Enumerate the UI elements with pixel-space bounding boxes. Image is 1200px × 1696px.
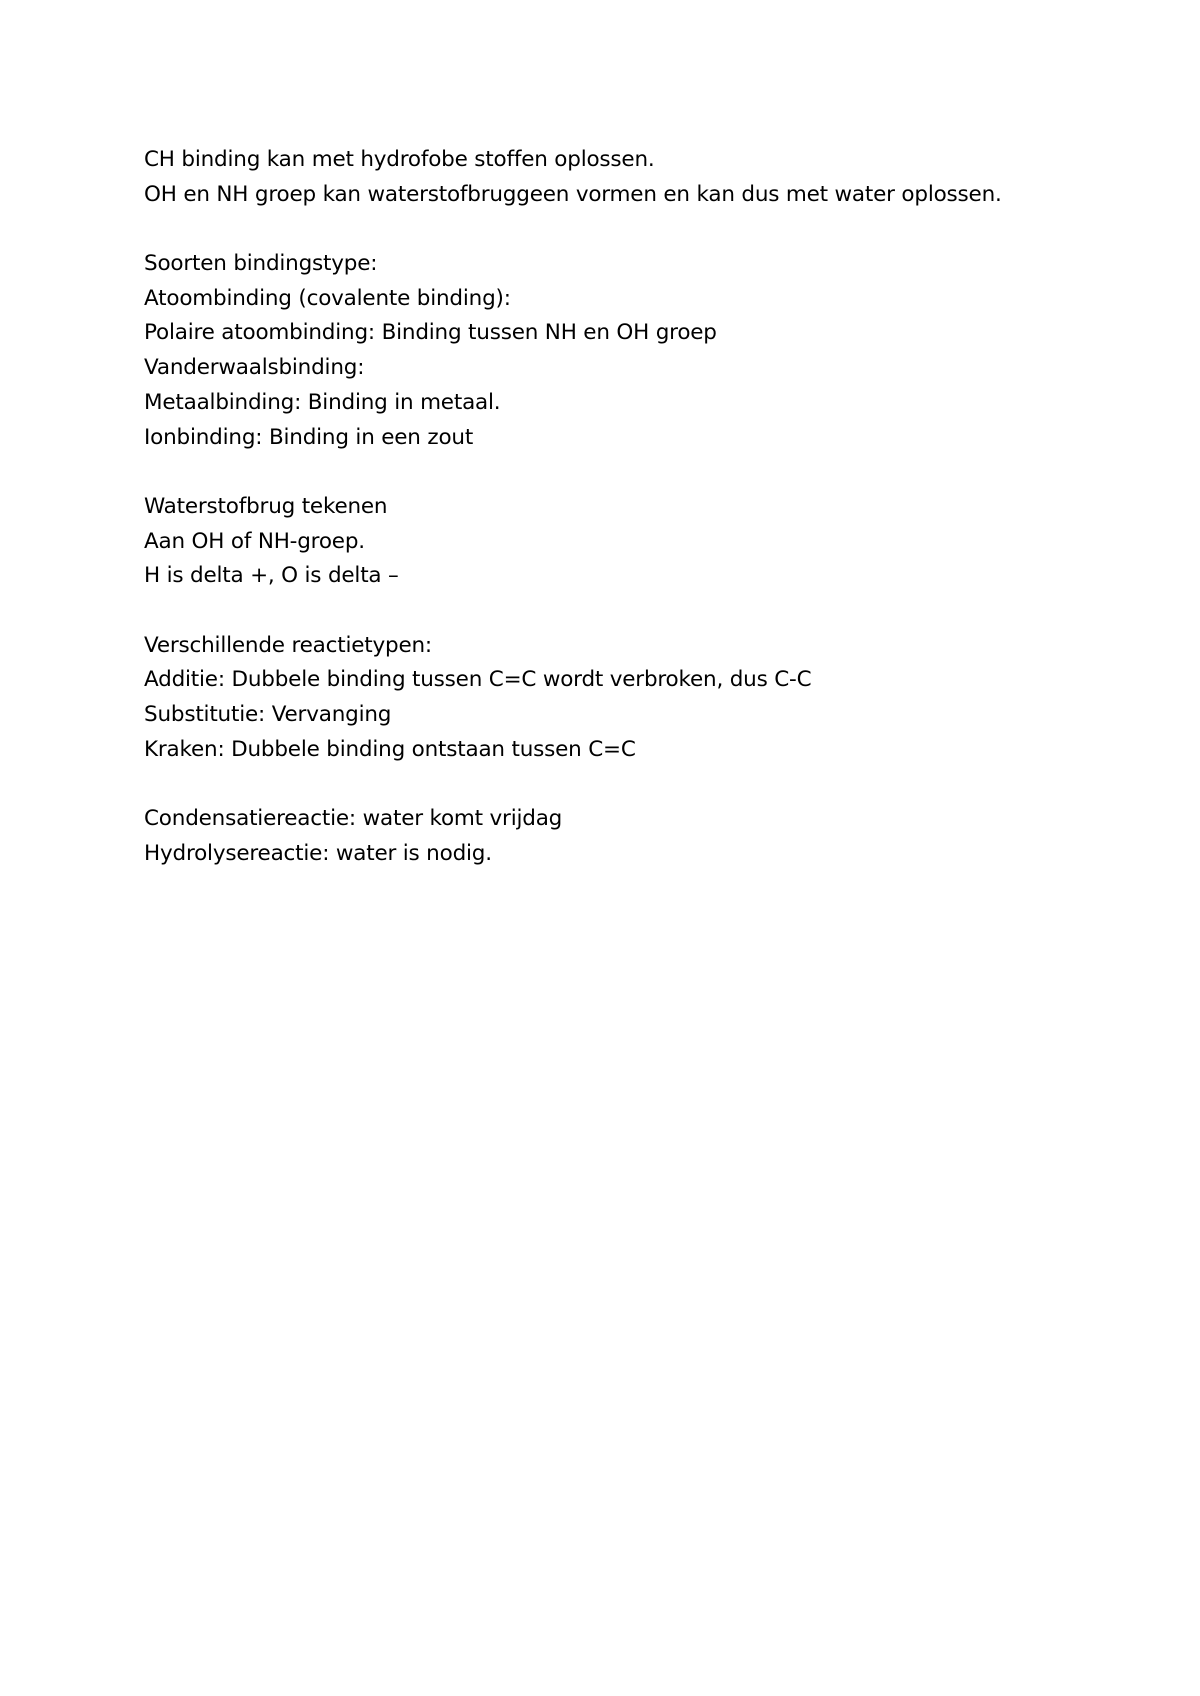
paragraph-spacer [144, 455, 1104, 490]
text-line: Substitutie: Vervanging [144, 702, 392, 727]
section-heading: Waterstofbrug tekenen [144, 493, 388, 519]
text-line: CH binding kan met hydrofobe stoffen oplossen. [144, 147, 655, 172]
text-line: Hydrolysereactie: water is nodig. [144, 840, 492, 866]
text-line: OH en NH groep kan waterstofbruggeen vormen en kan dus met water oplossen. [144, 181, 1002, 207]
paragraph-solubility [144, 143, 1104, 212]
paragraph-spacer [144, 767, 1104, 802]
text-line: H is delta +, O is delta – [144, 563, 399, 589]
section-heading: Verschillende reactietypen: [144, 632, 432, 658]
text-line: Ionbinding: Binding in een zout [144, 424, 474, 450]
paragraph-spacer [144, 212, 1104, 247]
section-heading: Soorten bindingstype: [144, 251, 378, 277]
text-line: Metaalbinding: Binding in metaal. [144, 389, 501, 415]
paragraph-spacer [144, 594, 1104, 629]
paragraph-reaction-types [144, 629, 1104, 768]
text-line: Condensatiereactie: water komt vrijdag [144, 806, 563, 832]
text-line: Additie: Dubbele binding tussen C=C wordt verbroken, dus C-C [144, 667, 812, 693]
text-line: Kraken: Dubbele binding ontstaan tussen C=C [144, 736, 636, 762]
paragraph-hydrogen-bond [144, 490, 1104, 594]
paragraph-bond-types [144, 247, 1104, 455]
paragraph-condensation-hydrolysis [144, 802, 1104, 871]
text-line: Atoombinding (covalente binding): [144, 285, 511, 311]
text-line: Polaire atoombinding: Binding tussen NH en OH groep [144, 320, 717, 346]
text-line: Aan OH of NH-groep. [144, 528, 365, 554]
text-line: Vanderwaalsbinding: [144, 355, 365, 381]
document-body[interactable] [144, 143, 1104, 871]
